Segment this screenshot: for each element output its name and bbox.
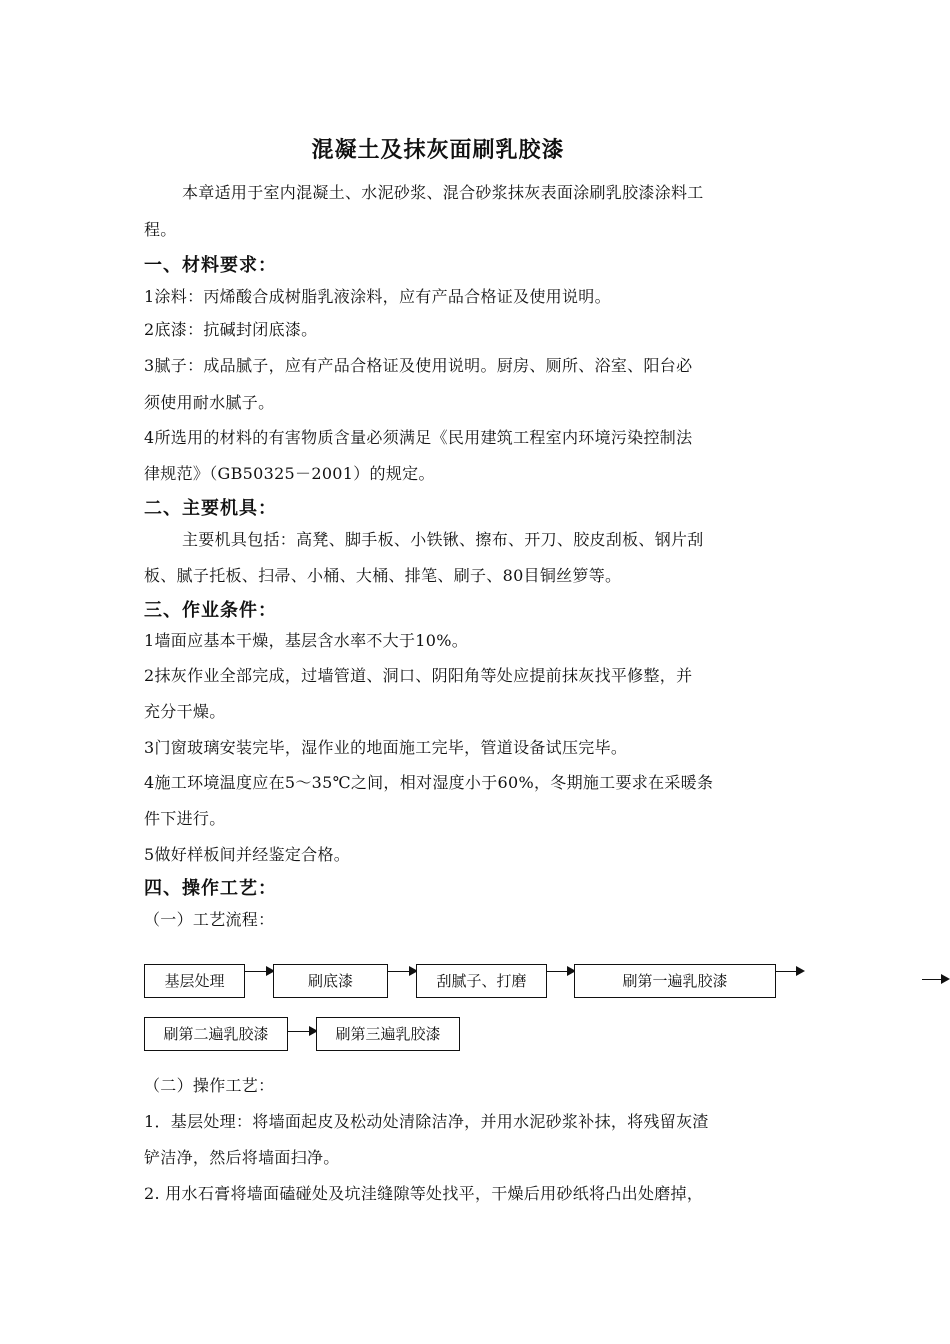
flow-step-base-treatment: 基层处理: [144, 964, 245, 998]
conditions-line-4: 3门窗玻璃安装完毕，湿作业的地面施工完毕，管道设备试压完毕。: [144, 738, 628, 757]
materials-line-6: 律规范》（GB50325－2001）的规定。: [144, 464, 435, 483]
flow-arrow-icon: [245, 971, 273, 972]
section-heading-process: 四、操作工艺：: [144, 878, 277, 899]
flow-arrow-icon: [288, 1031, 316, 1032]
intro-line-1: 本章适用于室内混凝土、水泥砂浆、混合砂浆抹灰表面涂刷乳胶漆涂料工: [182, 183, 704, 202]
section-heading-materials: 一、材料要求：: [144, 255, 277, 276]
conditions-line-6: 件下进行。: [144, 809, 226, 828]
section-heading-conditions: 三、作业条件：: [144, 600, 277, 621]
intro-line-2: 程。: [144, 220, 177, 239]
flow-arrow-icon: [547, 971, 574, 972]
materials-line-4: 须使用耐水腻子。: [144, 393, 275, 412]
section-heading-tools: 二、主要机具：: [144, 498, 277, 519]
conditions-line-5: 4施工环境温度应在5～35℃之间，相对湿度小于60%，冬期施工要求在采暖条: [144, 773, 714, 792]
materials-line-5: 4所选用的材料的有害物质含量必须满足《民用建筑工程室内环境污染控制法: [144, 428, 693, 447]
materials-line-2: 2底漆：抗碱封闭底漆。: [144, 320, 318, 339]
materials-line-3: 3腻子：成品腻子，应有产品合格证及使用说明。厨房、厕所、浴室、阳台必: [144, 356, 693, 375]
process-subheading-flow: （一）工艺流程：: [144, 910, 275, 929]
document-title: 混凝土及抹灰面刷乳胶漆: [311, 138, 565, 163]
conditions-line-7: 5做好样板间并经鉴定合格。: [144, 845, 351, 864]
process-line-2: 铲洁净，然后将墙面扫净。: [144, 1148, 340, 1167]
flow-step-primer: 刷底漆: [273, 964, 388, 998]
conditions-line-1: 1墙面应基本干燥，基层含水率不大于10%。: [144, 631, 469, 650]
conditions-line-2: 2抹灰作业全部完成，过墙管道、洞口、阴阳角等处应提前抹灰找平修整，并: [144, 666, 693, 685]
flow-step-putty-sanding: 刮腻子、打磨: [416, 964, 547, 998]
conditions-line-3: 充分干燥。: [144, 702, 226, 721]
flow-arrow-icon: [388, 971, 416, 972]
materials-line-1: 1涂料：丙烯酸合成树脂乳液涂料，应有产品合格证及使用说明。: [144, 287, 611, 306]
process-line-1: 1．基层处理：将墙面起皮及松动处清除洁净，并用水泥砂浆补抹，将残留灰渣: [144, 1112, 709, 1131]
flow-arrow-icon: [776, 971, 803, 972]
flow-step-first-coat: 刷第一遍乳胶漆: [574, 964, 776, 998]
flow-arrow-icon: [922, 979, 948, 980]
flow-step-second-coat: 刷第二遍乳胶漆: [144, 1017, 288, 1051]
tools-line-2: 板、腻子托板、扫帚、小桶、大桶、排笔、刷子、80目铜丝箩等。: [144, 566, 622, 585]
flow-step-third-coat: 刷第三遍乳胶漆: [316, 1017, 460, 1051]
tools-line-1: 主要机具包括：高凳、脚手板、小铁锹、擦布、开刀、胶皮刮板、钢片刮: [182, 530, 704, 549]
process-line-3: 2. 用水石膏将墙面磕碰处及坑洼缝隙等处找平，干燥后用砂纸将凸出处磨掉，: [144, 1184, 704, 1203]
process-subheading-operation: （二）操作工艺：: [144, 1076, 275, 1095]
